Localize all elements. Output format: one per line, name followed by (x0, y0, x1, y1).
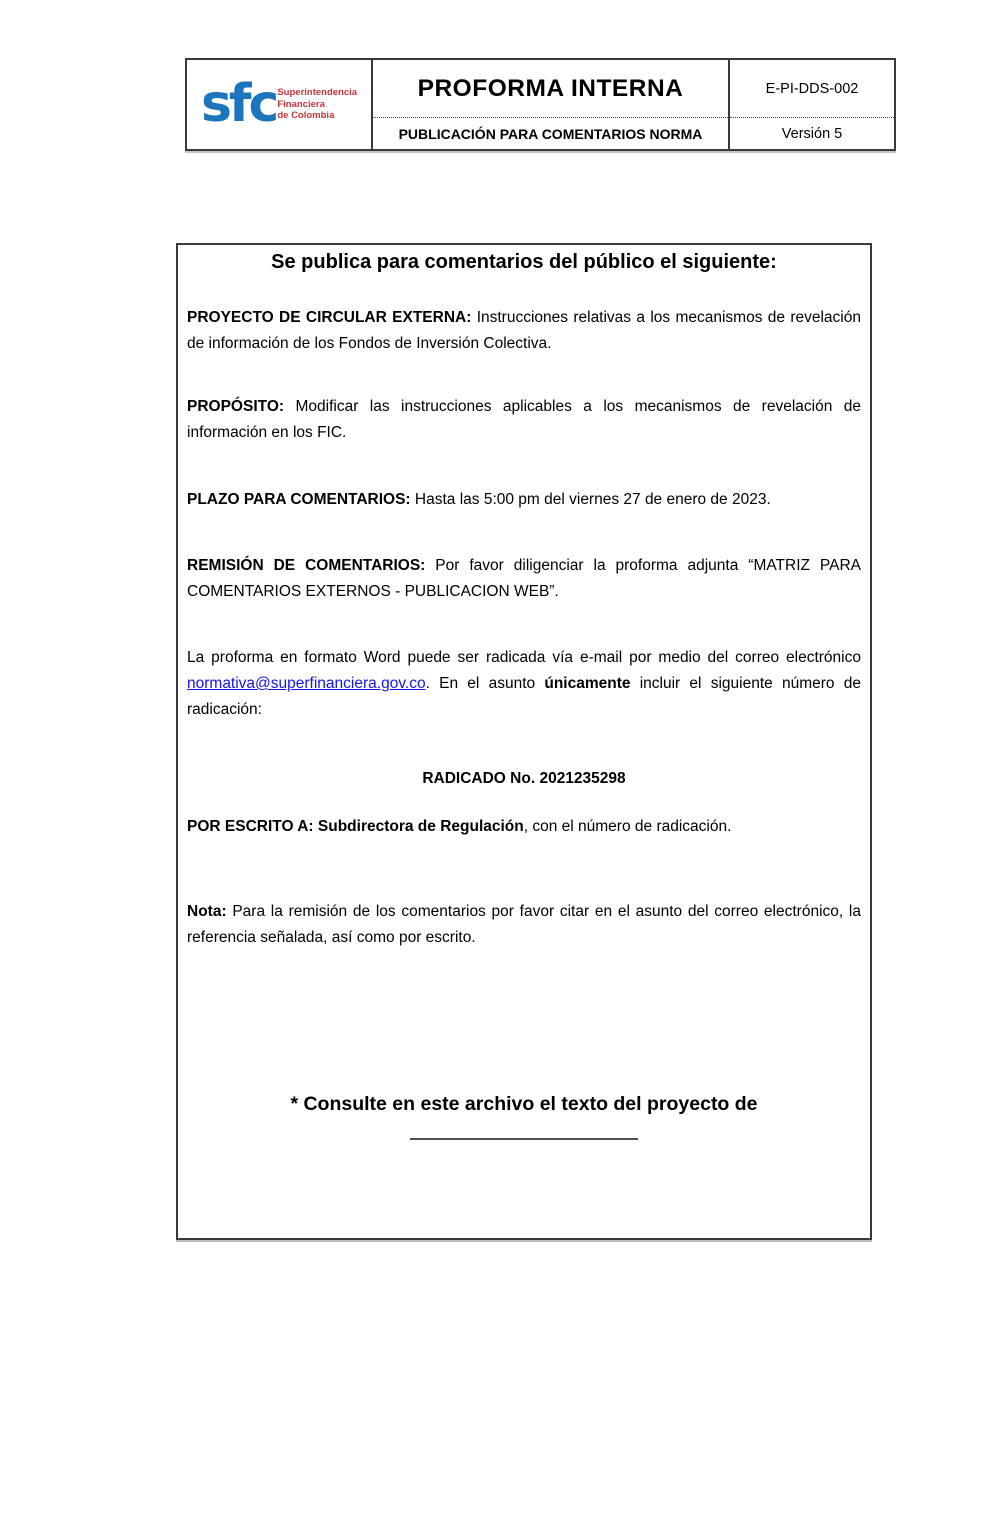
paragraph-proposito (187, 394, 861, 446)
paragraph-envio-email-bold: únicamente (544, 675, 631, 692)
signature-line (410, 1138, 638, 1140)
logo-wordmark-line: Superintendencia (277, 87, 358, 99)
paragraph-plazo (187, 487, 861, 513)
paragraph-envio-email-post: incluir el siguiente número de radicación: (187, 675, 862, 718)
paragraph-proyecto-text: Instrucciones relativas a los mecanismos de revelación de información de los Fondos de Inversión Colectiva. (187, 309, 861, 352)
sfc-logo (200, 74, 358, 135)
document-code: E-PI-DDS-002 (765, 80, 859, 97)
paragraph-envio-email (187, 645, 861, 723)
document-version: Versión 5 (781, 125, 843, 142)
paragraph-nota-text: Para la remisión de los comentarios por favor citar en el asunto del correo electrónico, la referencia señalada, así como por escrito. (187, 903, 861, 946)
paragraph-nota-label: Nota: (187, 903, 227, 920)
email-link[interactable]: normativa@superfinanciera.gov.co (187, 675, 426, 692)
logo-wordmark-line: de Colombia (277, 110, 335, 122)
footer-note: * Consulte en este archivo el texto del proyecto de (290, 1093, 758, 1115)
content-heading: Se publica para comentarios del público el siguiente: (271, 251, 777, 273)
header-title-row (373, 60, 728, 118)
paragraph-plazo-label: PLAZO PARA COMENTARIOS: (187, 491, 411, 508)
paragraph-proposito-label: PROPÓSITO: (187, 398, 285, 415)
paragraph-por-escrito-text: , con el número de radicación. (523, 818, 732, 835)
paragraph-remision (187, 553, 861, 605)
paragraph-envio-email-pre: La proforma en formato Word puede ser radicada vía e-mail por medio del correo electrónico (187, 649, 861, 666)
sfc-logo-wordmark (277, 87, 357, 127)
paragraph-por-escrito (187, 814, 861, 840)
paragraph-por-escrito-label: POR ESCRITO A: Subdirectora de Regulación (187, 818, 524, 835)
content-box (176, 243, 872, 1240)
logo-wordmark-line: Financiera (277, 98, 325, 110)
logo-cell (187, 60, 373, 149)
paragraph-proyecto-label: PROYECTO DE CIRCULAR EXTERNA: (187, 309, 472, 326)
proforma-title: PROFORMA INTERNA (417, 74, 684, 102)
radicado-number: RADICADO No. 2021235298 (422, 770, 626, 787)
paragraph-proposito-text: Modificar las instrucciones aplicables a los mecanismos de revelación de información en los FIC. (187, 398, 861, 441)
proforma-subtitle: PUBLICACIÓN PARA COMENTARIOS NORMA (398, 125, 703, 142)
header-subtitle-row (373, 118, 728, 149)
sfc-logo-acronym: sfc (200, 74, 277, 135)
document-header-table (185, 58, 896, 151)
paragraph-plazo-text: Hasta las 5:00 pm del viernes 27 de enero de 2023. (410, 491, 771, 508)
paragraph-remision-text: Por favor diligenciar la proforma adjunta “MATRIZ PARA COMENTARIOS EXTERNOS - PUBLICACION WEB”. (187, 557, 861, 600)
paragraph-remision-label: REMISIÓN DE COMENTARIOS: (187, 557, 426, 574)
paragraph-proyecto (187, 305, 861, 357)
paragraph-nota (187, 899, 861, 951)
paragraph-envio-email-mid: . En el asunto (425, 675, 545, 692)
header-version-row (730, 118, 894, 149)
header-title-cell (373, 60, 730, 149)
header-code-row (730, 60, 894, 118)
header-code-cell (730, 60, 894, 149)
